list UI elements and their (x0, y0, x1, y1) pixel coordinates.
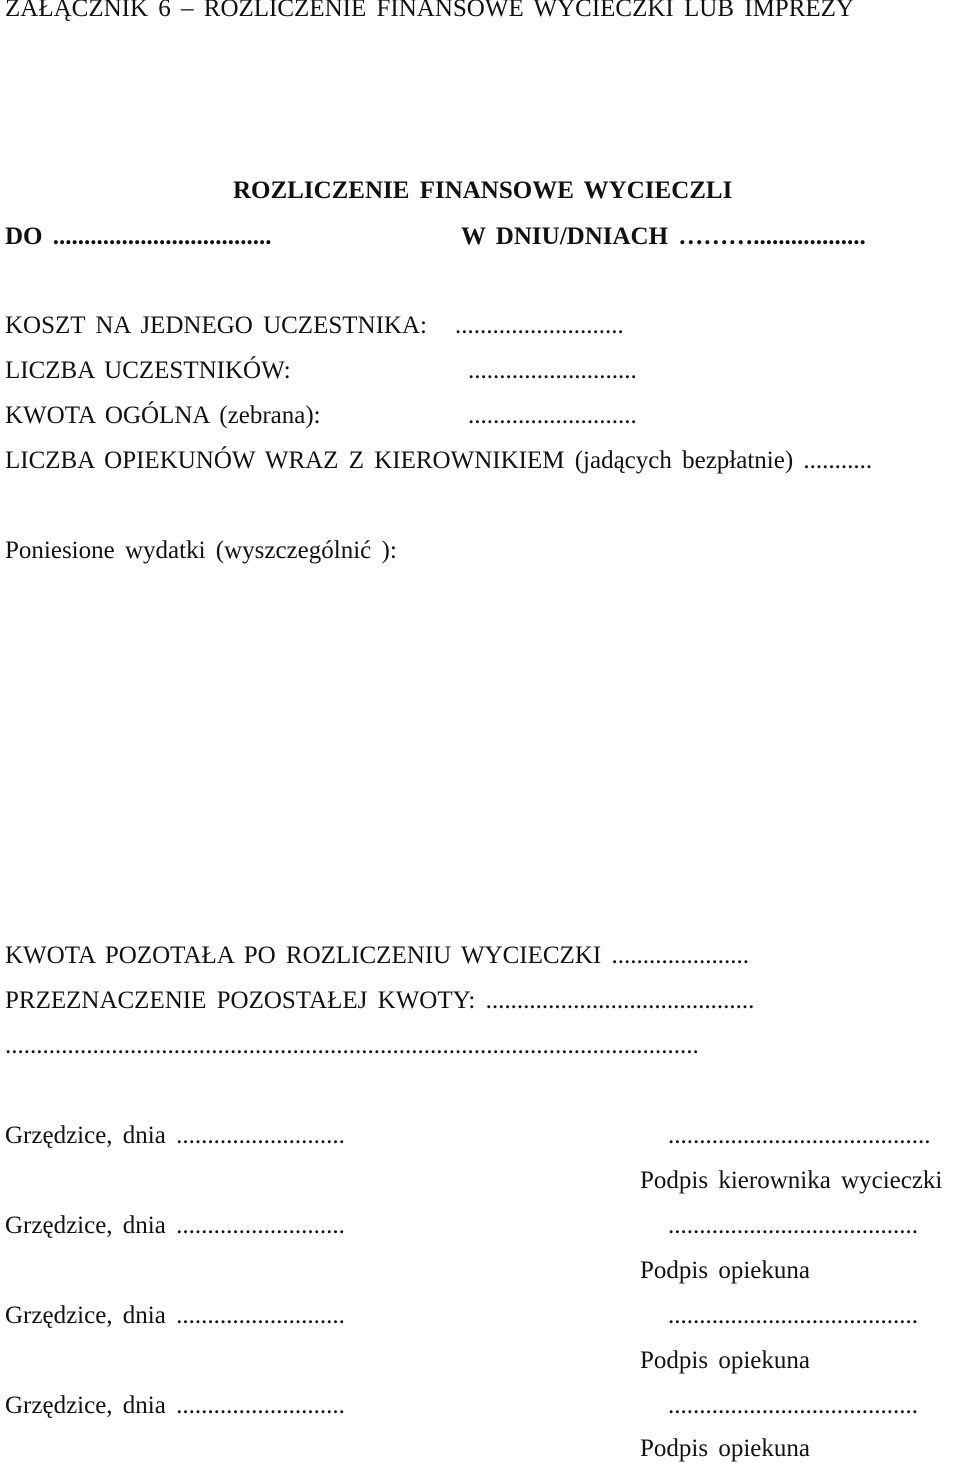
signature-place-date-1: Grzędzice, dnia ........................... (5, 1122, 345, 1149)
expenses-label: Poniesione wydatki (wyszczególnić ): (5, 537, 397, 564)
total-amount-value: ........................... (468, 402, 637, 429)
form-title: ROZLICZENIE FINANSOWE WYCIECZLI (233, 177, 733, 204)
signature-role-3: Podpis opiekuna (640, 1347, 810, 1374)
remaining-purpose-continuation: ............................................................................................................... (5, 1032, 699, 1059)
total-amount-label: KWOTA OGÓLNA (zebrana): (5, 402, 321, 429)
participants-count-value: ........................... (468, 357, 637, 384)
signature-line-1: .......................................... (668, 1122, 931, 1149)
destination-field: DO ................................... (5, 223, 272, 250)
signature-place-date-2: Grzędzice, dnia ........................... (5, 1212, 345, 1239)
signature-role-4: Podpis opiekuna (640, 1435, 810, 1462)
signature-role-2: Podpis opiekuna (640, 1257, 810, 1284)
signature-place-date-4: Grzędzice, dnia ........................... (5, 1392, 345, 1419)
signature-line-3: ........................................ (668, 1302, 918, 1329)
remaining-amount-line: KWOTA POZOTAŁA PO ROZLICZENIU WYCIECZKI ...................... (5, 942, 749, 969)
participants-count-label: LICZBA UCZESTNIKÓW: (5, 357, 291, 384)
date-field: W DNIU/DNIACH ……….................. (461, 223, 866, 250)
guardians-count-line: LICZBA OPIEKUNÓW WRAZ Z KIEROWNIKIEM (jadących bezpłatnie) ........... (5, 447, 873, 474)
signature-line-2: ........................................ (668, 1212, 918, 1239)
remaining-purpose-line: PRZEZNACZENIE POZOSTAŁEJ KWOTY: ........................................... (5, 987, 755, 1014)
signature-place-date-3: Grzędzice, dnia ........................... (5, 1302, 345, 1329)
cost-per-participant-value: ........................... (455, 312, 624, 339)
cost-per-participant-label: KOSZT NA JEDNEGO UCZESTNIKA: (5, 312, 427, 339)
signature-line-4: ........................................ (668, 1392, 918, 1419)
signature-role-1: Podpis kierownika wycieczki (640, 1167, 943, 1194)
page-header: ZAŁĄCZNIK 6 – ROZLICZENIE FINANSOWE WYCIECZKI LUB IMPREZY (5, 0, 854, 22)
